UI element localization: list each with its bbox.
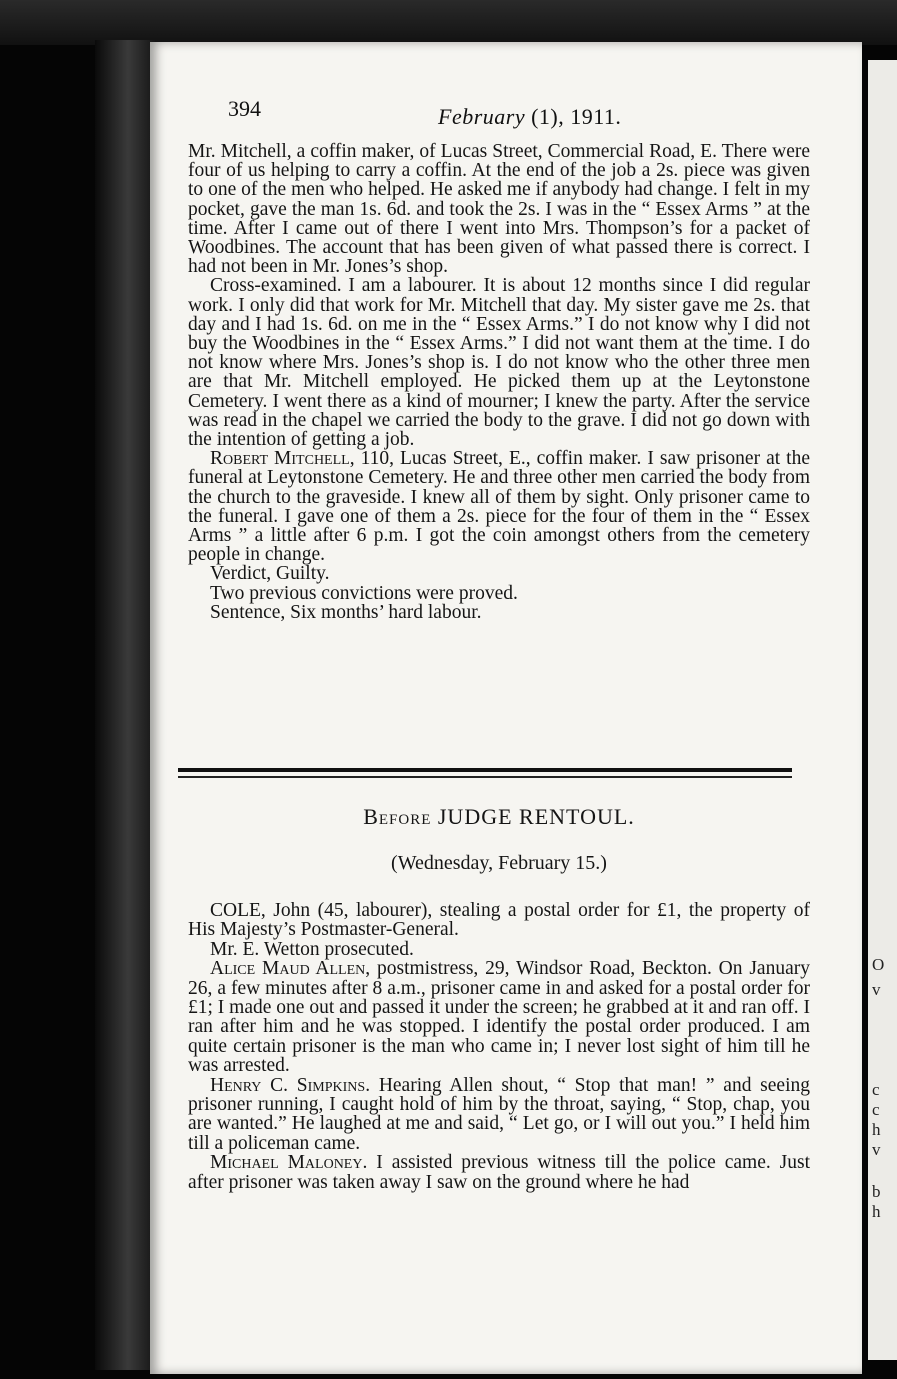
running-head-month: February [438, 104, 526, 129]
page-number: 394 [228, 96, 261, 121]
running-head-date: (1), 1911. [531, 104, 622, 129]
facing-page-fragment: c [872, 1100, 880, 1119]
prosecutor-line: Mr. E. Wetton prosecuted. [210, 938, 414, 960]
witness-name: Michael Maloney [210, 1152, 363, 1174]
witness-statement: , 110, Lucas Street, E., coffin maker. I saw prisoner at the funeral at Leytonstone Cemetery. He and three other men carried the body from the church to the graveside. I knew all of them by sight. Only prisoner came to the funeral. I gave one of them a 2s. piece for the four of them in the “ Essex Arms ” a little after 6 p.m. I got the coin amongst others from the cemetery people in change. [188, 448, 810, 566]
facing-page-edge [868, 60, 897, 1360]
book-binding-edge [95, 40, 155, 1370]
new-case-section [188, 804, 810, 1192]
page-header [228, 96, 828, 130]
facing-page-fragment: v [872, 980, 881, 999]
case-testimony [188, 142, 810, 622]
testimony-paragraph: Mr. Mitchell, a coffin maker, of Lucas Street, Commercial Road, E. There were four of us helping to carry a coffin. At the end of the job a 2s. piece was given to one of the men who helped. He asked me if anybody had change. I felt in my pocket, gave the man 1s. 6d. and took the 2s. I was in the “ Essex Arms ” at the time. After I came out of there I went into Mrs. Thompson’s for a packet of Woodbines. The account that has been given of what passed there is correct. I had not been in Mr. Jones’s shop. [188, 141, 810, 278]
witness-paragraph [188, 1153, 810, 1192]
facing-page-fragment: h [872, 1202, 881, 1221]
charge-paragraph: COLE, John (45, labourer), stealing a postal order for £1, the property of His Majesty’s Postmaster-General. [188, 900, 810, 941]
judge-heading-name: JUDGE RENTOUL. [437, 804, 635, 829]
witness-paragraph [188, 959, 810, 1075]
witness-paragraph [188, 449, 810, 564]
case-body [188, 901, 810, 1192]
witness-statement: . I assisted previous witness till the police came. Just after prisoner was taken away I saw on the ground where he had [188, 1152, 811, 1193]
witness-statement: , postmistress, 29, Windsor Road, Beckton. On January 26, a few minutes after 8 a.m., prisoner came in and asked for a postal order for £1; I made one out and passed it under the screen; he grabbed at it and ran off. I ran after him and he was stopped. I identify the postal order produced. I am quite certain prisoner is the man who came in; I never lost sight of him till he was arrested. [188, 958, 810, 1077]
facing-page-fragment: h [872, 1120, 881, 1139]
facing-page-fragment: b [872, 1182, 881, 1201]
witness-name: Robert Mitchell [210, 448, 350, 470]
running-head [438, 104, 621, 130]
session-date: (Wednesday, February 15.) [391, 852, 607, 874]
sentence-line: Sentence, Six months’ hard labour. [210, 601, 482, 623]
cross-examination-paragraph: Cross-examined. I am a labourer. It is about 12 months since I did regular work. I only did that work for Mr. Mitchell that day. My sister gave me 2s. that day and I had 1s. 6d. on me in the “ Essex Arms.” I do not know why I did not buy the Woodbines in the “ Essex Arms.” I did not want them at the time. I do not know where Mrs. Jones’s shop is. I do not know who the other three men are that Mr. Mitchell employed. He picked them up at the Leytonstone Cemetery. I went there as a kind of mourner; I knew the party. After the service was read in the chapel we carried the body to the grave. I did not go down with the intention of getting a job. [188, 275, 810, 451]
section-divider [178, 768, 792, 786]
facing-page-fragment: v [872, 1140, 881, 1159]
verdict-line: Verdict, Guilty. [210, 563, 330, 585]
witness-name: Henry C. Simpkins [210, 1074, 366, 1096]
facing-page-fragment: c [872, 1080, 880, 1099]
facing-page-fragment: O [872, 955, 885, 974]
witness-name: Alice Maud Allen [210, 958, 366, 980]
divider-thick-rule [178, 768, 792, 772]
convictions-line: Two previous convictions were proved. [210, 582, 518, 604]
divider-thin-rule [178, 776, 792, 778]
judge-heading [188, 804, 810, 830]
judge-heading-before: Before [363, 804, 432, 829]
witness-paragraph [188, 1076, 810, 1154]
witness-statement: . Hearing Allen shout, “ Stop that man! ” and seeing prisoner running, I caught hold of him by the throat, saying, “ Stop, chap, you are wanted.” He laughed at me and said, “ Let go, or I will out you.” I held him till a policeman came. [188, 1074, 810, 1154]
scan-background [0, 0, 897, 45]
